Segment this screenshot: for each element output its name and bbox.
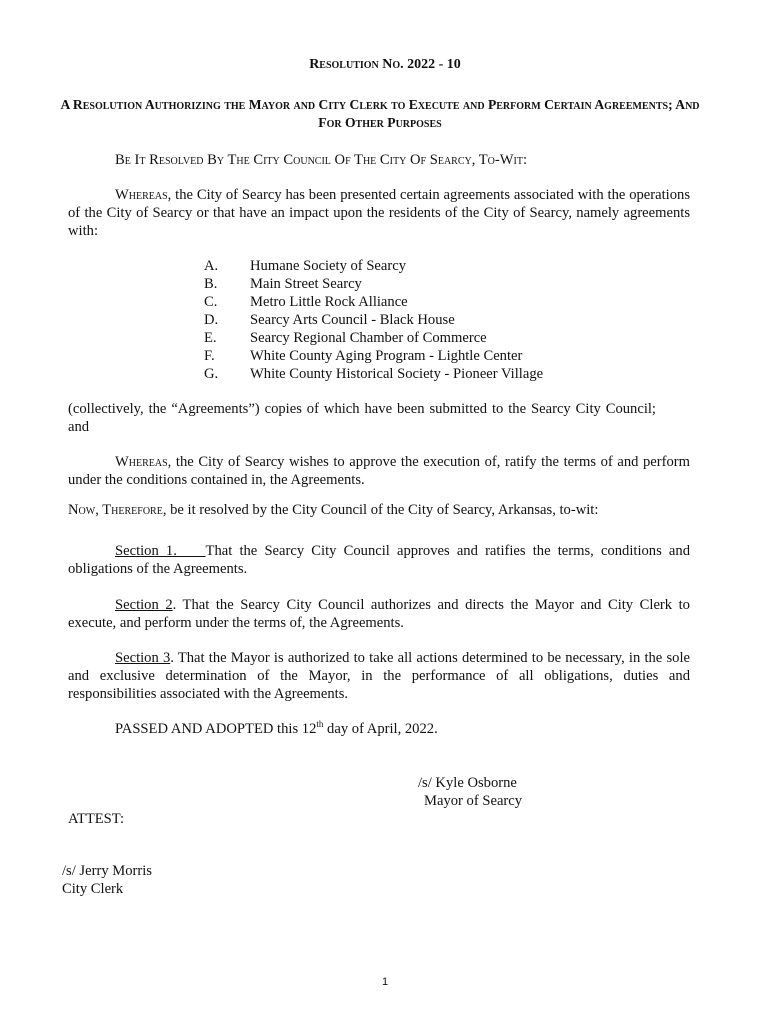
mayor-title: Mayor of Searcy bbox=[424, 793, 523, 809]
section-2-paragraph bbox=[68, 596, 690, 632]
whereas-text: , the City of Searcy has been presented certain agreements associated with the operations of the City of Searcy or that have an impact upon the residents of the City of Searcy, namely agreements with: bbox=[68, 187, 690, 239]
whereas-lead: Whereas bbox=[115, 187, 168, 203]
clerk-signature: /s/ Jerry Morris bbox=[62, 863, 152, 879]
page-number: 1 bbox=[381, 976, 389, 988]
collectively-paragraph: (collectively, the “Agreements”) copies of which have been submitted to the Searcy City Council; and bbox=[68, 401, 656, 435]
section-3-label: Section 3 bbox=[115, 650, 171, 666]
list-item-letter: F. bbox=[204, 348, 215, 364]
whereas-text: , the City of Searcy wishes to approve the execution of, ratify the terms of and perform under the conditions contained in, the Agreements. bbox=[68, 454, 690, 488]
clerk-title: City Clerk bbox=[62, 881, 124, 897]
passed-suffix: day of April, 2022. bbox=[323, 721, 438, 737]
list-item-letter: E. bbox=[204, 330, 217, 346]
agreements-list bbox=[204, 257, 624, 383]
list-item-name: Searcy Arts Council - Black House bbox=[250, 312, 455, 328]
list-item-letter: B. bbox=[204, 276, 218, 292]
section-1-label: Section 1. bbox=[115, 543, 177, 559]
passed-ordinal: th bbox=[316, 719, 324, 730]
list-item-letter: G. bbox=[204, 366, 219, 382]
section-3-paragraph bbox=[68, 649, 690, 703]
resolution-subtitle: A Resolution Authorizing the Mayor and City Clerk to Execute and Perform Certain Agreements; And For Other Purposes bbox=[60, 97, 700, 130]
section-3-text: . That the Mayor is authorized to take all actions determined to be necessary, in the sole and exclusive determination of the Mayor, in the performance of all obligations, duties and responsibilities associated with the Agreements. bbox=[68, 650, 690, 702]
section-2-label: Section 2 bbox=[115, 597, 173, 613]
list-item-letter: D. bbox=[204, 312, 219, 328]
now-therefore-text: , be it resolved by the City Council of the City of Searcy, Arkansas, to-wit: bbox=[162, 502, 599, 518]
list-item-letter: A. bbox=[204, 258, 219, 274]
list-item-name: White County Historical Society - Pioneer Village bbox=[250, 366, 544, 382]
list-item-name: White County Aging Program - Lightle Center bbox=[250, 348, 523, 364]
list-item-name: Metro Little Rock Alliance bbox=[250, 294, 408, 310]
whereas-paragraph-2 bbox=[68, 453, 690, 489]
list-item-name: Main Street Searcy bbox=[250, 276, 362, 292]
attest-label: ATTEST: bbox=[68, 811, 125, 827]
now-therefore-paragraph bbox=[68, 501, 690, 519]
passed-prefix: PASSED AND ADOPTED this 12 bbox=[115, 721, 317, 737]
now-therefore-lead: Now, Therefore bbox=[68, 502, 163, 518]
section-1-text: That the Searcy City Council approves and ratifies the terms, conditions and obligations of the Agreements. bbox=[68, 543, 691, 577]
section-2-text: . That the Searcy City Council authorizes and directs the Mayor and City Clerk to execute, and perform under the terms of, the Agreements. bbox=[68, 597, 690, 631]
whereas-lead: Whereas bbox=[115, 454, 168, 470]
passed-adopted-line bbox=[115, 720, 615, 738]
enacting-clause: Be It Resolved By The City Council Of The City Of Searcy, To-Wit: bbox=[115, 152, 528, 168]
list-item-name: Searcy Regional Chamber of Commerce bbox=[250, 330, 487, 346]
section-1-paragraph bbox=[68, 542, 690, 578]
list-item-name: Humane Society of Searcy bbox=[250, 258, 407, 274]
whereas-paragraph-1 bbox=[68, 186, 690, 240]
mayor-signature: /s/ Kyle Osborne bbox=[418, 775, 517, 791]
resolution-title: Resolution No. 2022 - 10 bbox=[309, 57, 461, 72]
list-item-letter: C. bbox=[204, 294, 218, 310]
